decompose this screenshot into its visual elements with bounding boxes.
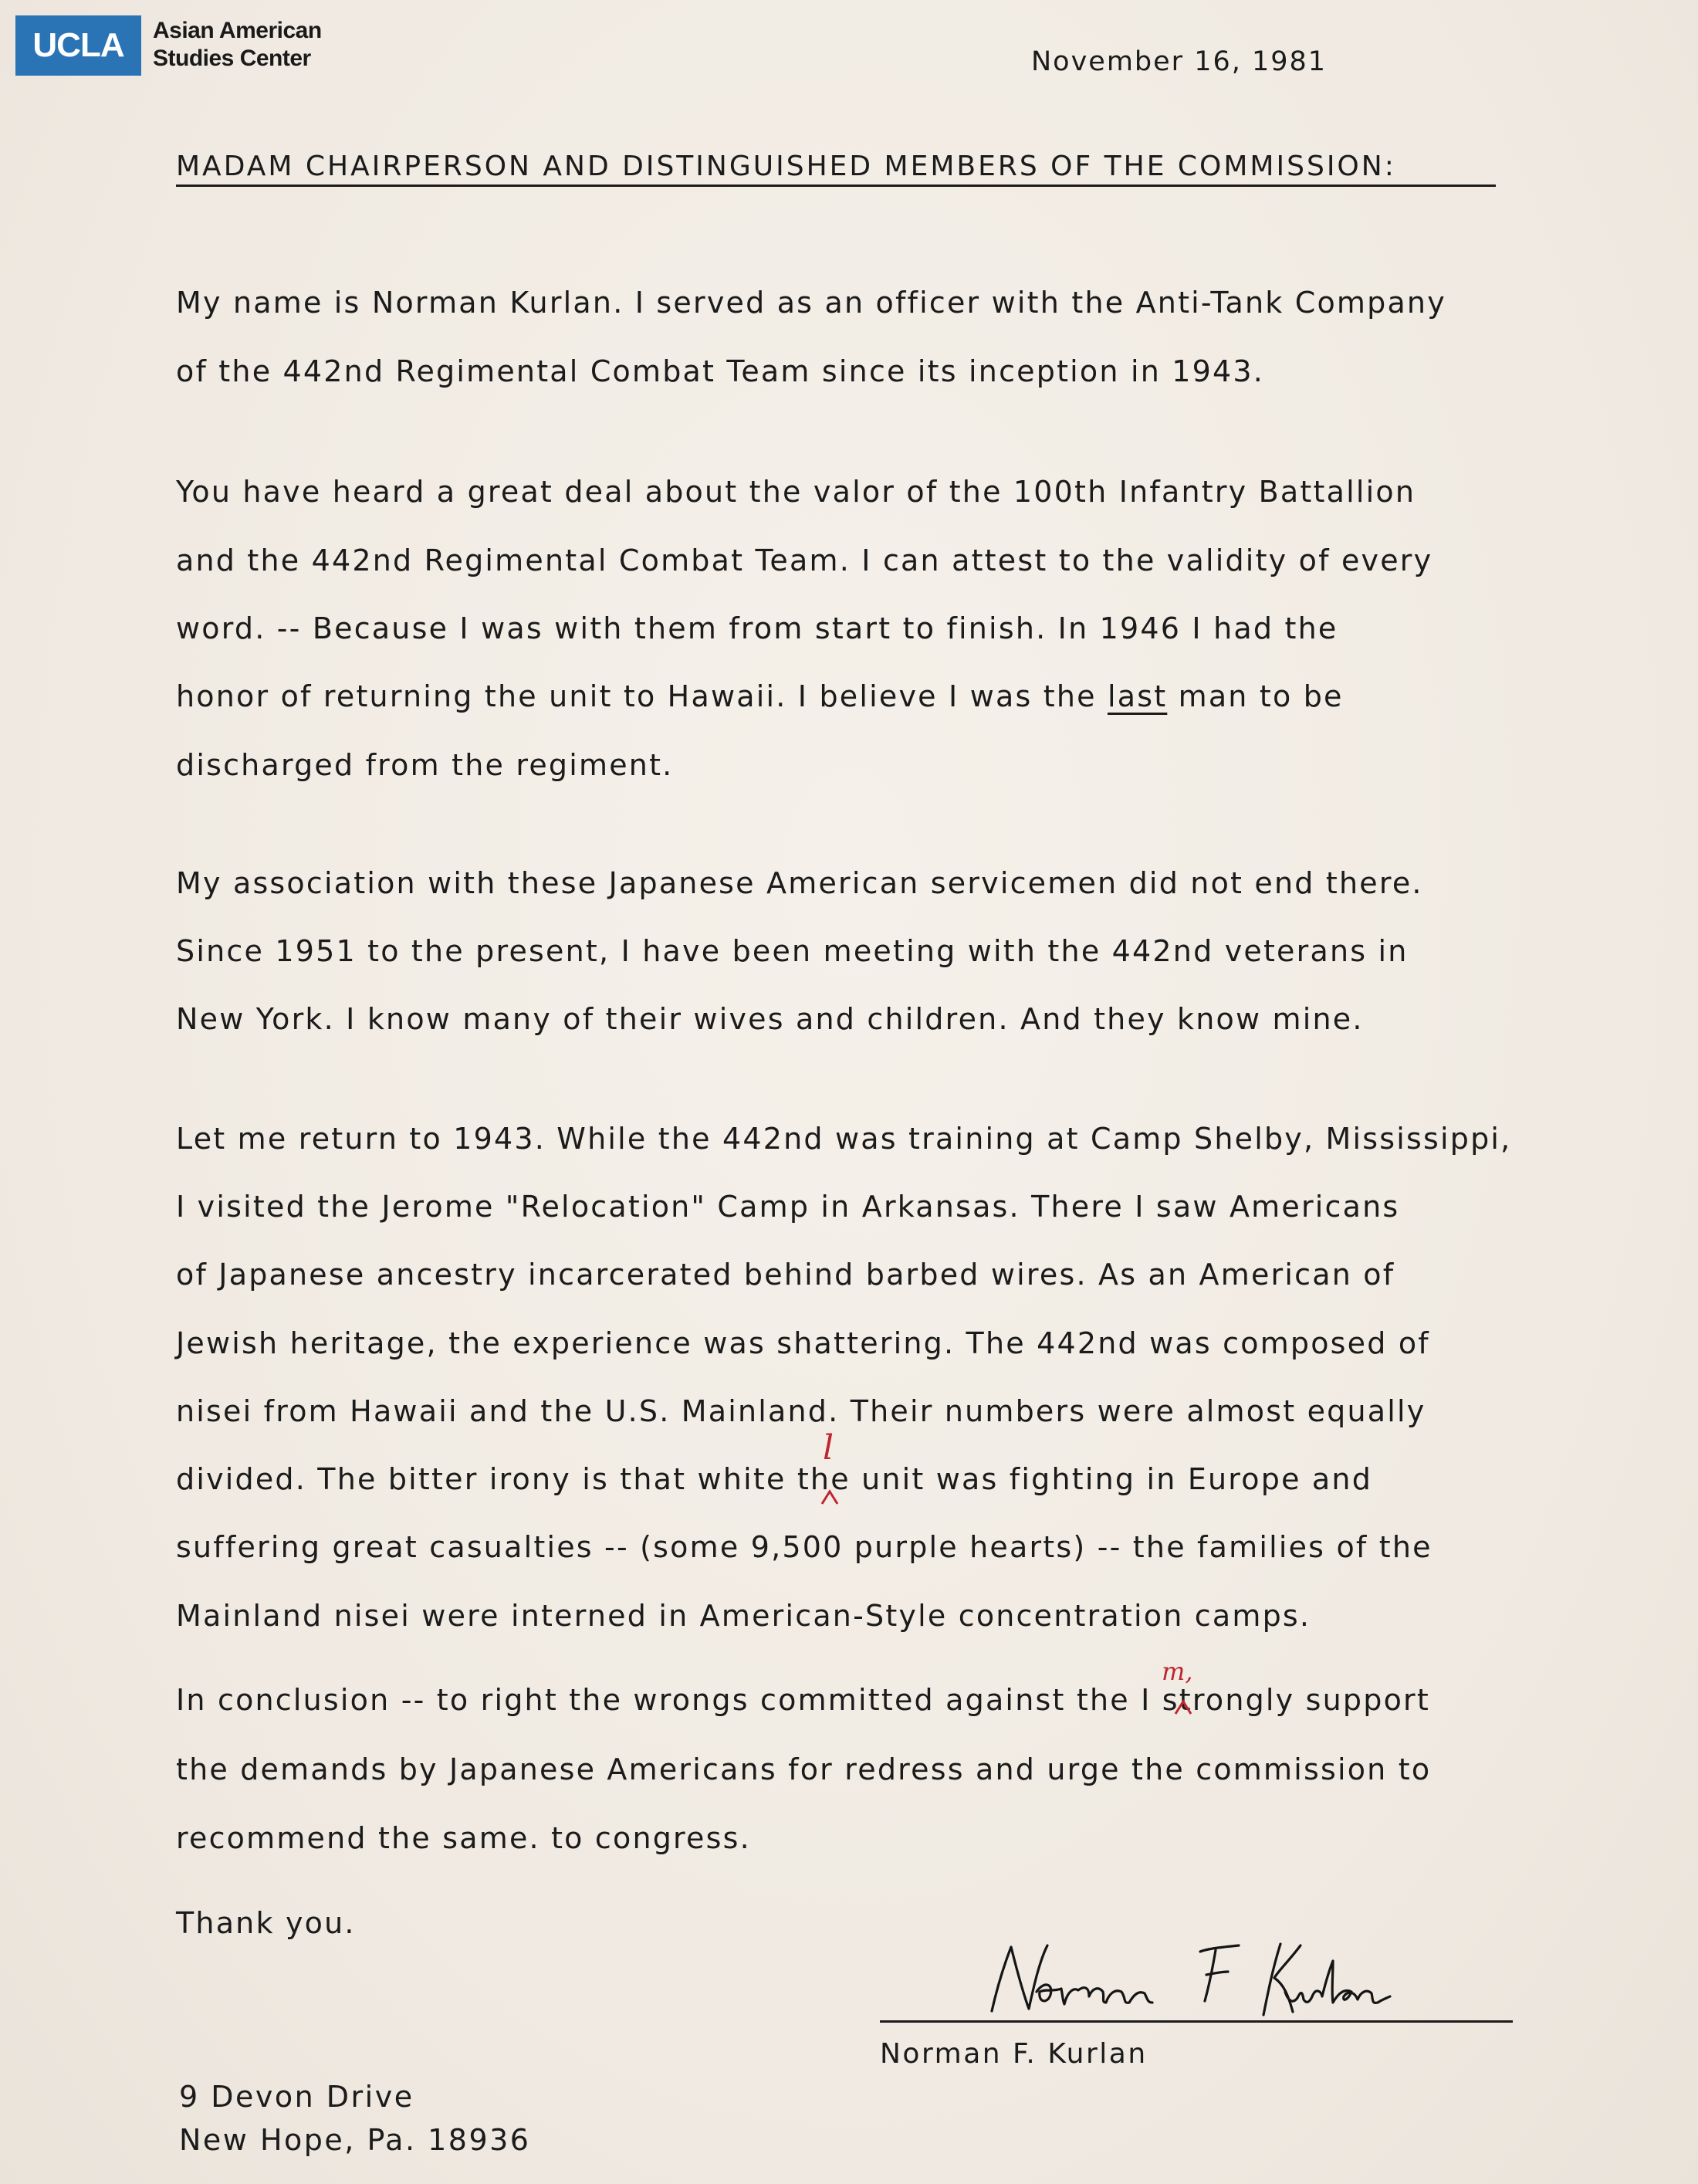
p3-line-2: Since 1951 to the present, I have been meeting with the 442nd veterans in: [176, 934, 1409, 968]
p3-line-1: My association with these Japanese American servicemen did not end there.: [176, 866, 1423, 900]
address-line-1: 9 Devon Drive: [179, 2080, 414, 2114]
underlined-last: last: [1107, 679, 1168, 713]
org-name-line1: Asian American: [153, 18, 322, 43]
p5-line-2: the demands by Japanese Americans for redress and urge the commission to: [176, 1752, 1432, 1786]
p5-line-3: recommend the same. to congress.: [176, 1821, 751, 1855]
address-line-2: New Hope, Pa. 18936: [179, 2123, 531, 2157]
salutation: MADAM CHAIRPERSON AND DISTINGUISHED MEMBERS OF THE COMMISSION:: [176, 151, 1396, 182]
p4-line-7: suffering great casualties -- (some 9,500 purple hearts) -- the families of the: [176, 1530, 1432, 1564]
p2-line-4: [176, 679, 1344, 713]
correction-caret-2: [1173, 1698, 1193, 1715]
p5-line-1: In conclusion -- to right the wrongs committed against the I strongly support: [176, 1683, 1430, 1717]
p2-line-2: and the 442nd Regimental Combat Team. I can attest to the validity of every: [176, 543, 1433, 577]
p2-line-4-start: honor of returning the unit to Hawaii. I believe I was the: [176, 679, 1108, 713]
handwritten-signature: [976, 1938, 1393, 2023]
p4-line-1: Let me return to 1943. While the 442nd was training at Camp Shelby, Mississippi,: [176, 1122, 1512, 1156]
p4-line-3: of Japanese ancestry incarcerated behind barbed wires. As an American of: [176, 1258, 1395, 1292]
p1-line-1: My name is Norman Kurlan. I served as an officer with the Anti-Tank Company: [176, 286, 1446, 320]
p2-line-4-end: man to be: [1167, 679, 1344, 713]
p4-line-4: Jewish heritage, the experience was shattering. The 442nd was composed of: [176, 1326, 1430, 1360]
closing: Thank you.: [176, 1906, 356, 1940]
p3-line-3: New York. I know many of their wives and children. And they know mine.: [176, 1002, 1364, 1036]
correction-l: l: [823, 1428, 834, 1468]
p2-line-5: discharged from the regiment.: [176, 748, 674, 782]
salutation-underline: [176, 185, 1496, 187]
correction-m: m,: [1162, 1657, 1193, 1686]
signature-name: Norman F. Kurlan: [880, 2038, 1148, 2070]
letter-date: November 16, 1981: [1031, 46, 1328, 77]
org-name: [153, 17, 322, 73]
p4-line-5: nisei from Hawaii and the U.S. Mainland. Their numbers were almost equally: [176, 1394, 1426, 1428]
p2-line-1: You have heard a great deal about the valor of the 100th Infantry Battallion: [176, 475, 1416, 509]
p4-line-8: Mainland nisei were interned in American-Style concentration camps.: [176, 1599, 1311, 1633]
ucla-logo: UCLA: [15, 15, 141, 76]
org-name-line2: Studies Center: [153, 46, 311, 71]
p2-line-3: word. -- Because I was with them from start to finish. In 1946 I had the: [176, 611, 1338, 645]
p1-line-2: of the 442nd Regimental Combat Team since its inception in 1943.: [176, 354, 1265, 388]
correction-caret-1: [820, 1488, 840, 1505]
p4-line-2: I visited the Jerome "Relocation" Camp in Arkansas. There I saw Americans: [176, 1190, 1400, 1224]
p4-line-6: divided. The bitter irony is that white the unit was fighting in Europe and: [176, 1462, 1373, 1496]
signature-line: [880, 2020, 1513, 2023]
